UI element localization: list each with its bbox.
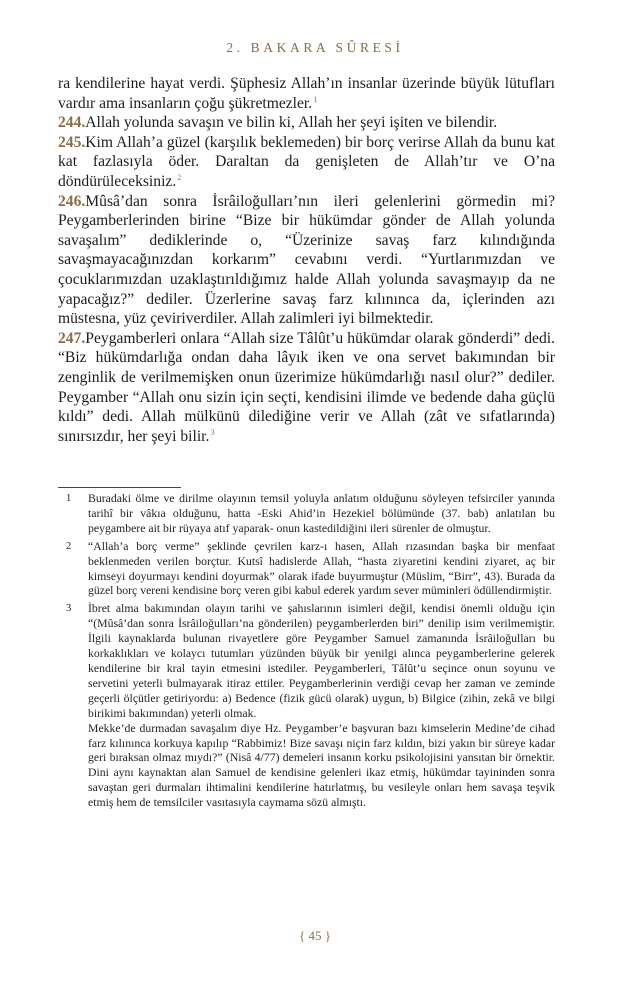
verse-number: 245. (58, 133, 86, 151)
footnote-text: “Allah’a borç verme” şeklinde çevrilen karz-ı hasen, Allah rızasından başka bir menfaat beklenmeden verilen borçtur. Kutsî hadislerde Allah, “hasta ziyaretini kendini ziyaret, aç bir kimseyi doyurmayı kendini doyurmak” olarak ifade buyurmuştur (Müslim, “Birr”, 43). Burada da güzel borç vereni kendisine borç veren gibi kabul ederek yardım sever müminleri ödüllendirmiştir. (88, 539, 555, 598)
footnote-rule (58, 487, 181, 488)
footnote-number: 1 (66, 493, 72, 504)
page-footer (0, 928, 630, 944)
verse-number: 247. (58, 329, 86, 347)
page-number: 45 (308, 928, 322, 943)
ornament-left-icon: { (299, 928, 306, 943)
footnote (58, 540, 555, 600)
verse-paragraph (58, 113, 555, 133)
footnote-text: İbret alma bakımından olayın tarihi ve şahıslarının isimleri değil, kendisi önemli olduğu için “(Mûsâ’dan sonra İsrâiloğulları’na gönderilen) peygamberlerden biri” denilip isim verilmemiştir. İlgili kaynaklarda bulunan rivayetlere göre Peygamber Samuel zamanında İsrâiloğulları bu korkaklıkları ve kolaycı tutumları yüzünden büyük bir yenilgi alınca peygamberlerine gelerek kendilerine bir kral tayin etmesini istediler. Peygamberleri, Tâlût’u seçince onun soyunu ve servetini yeterli bulmayarak itiraz ettiler. Peygamberlerinin verdiği cevap her zaman ve zeminde geçerli ölçütler getiriyordu: a) Bedence (fizik gücü olarak) uygun, b) Bilgice (zihin, zekâ ve bilgi birikimi bakımından) yeterli olmak. (88, 602, 555, 720)
footnote (58, 492, 555, 537)
verse-paragraph (58, 74, 555, 113)
verse-text: Peygamberleri onlara “Allah size Tâlût’u hükümdar olarak gönderdi” dedi. “Biz hükümdarlığa ondan daha lâyık iken ve ona servet bakımından bir zenginlik de verilmemişken onun üzerimize hükümdarlığı nasıl olur?” dediler. Peygamber “Allah onu sizin için seçti, kendisini ilimde ve bedende daha güçlü kıldı” dedi. Allah mülkünü dilediğine verir ve Allah (zât ve sıfatlarında) sınırsızdır, her şeyi bilir. (58, 329, 555, 445)
footnote-reference[interactable]: 2 (177, 171, 182, 182)
verse-number: 246. (58, 192, 86, 210)
verse-text: Mûsâ’dan sonra İsrâiloğulları’nın ileri gelenlerini görmedin mi? Peygamberlerinden birine “Bize bir hükümdar gönder de Allah yolunda savaşalım” dediklerinde o, “Üzerinize savaş farz kılındığında savaşmayacağınızdan korkarım” cevabını verdi. “Yurtlarımızdan ve çocuklarımızdan uzaklaştırıldığımız halde Allah yolunda savaşmayıp da ne yapacağız?” dediler. Üzerlerine savaş farz kılınınca da, içlerinden azı müstesna, yüz çeviriverdiler. Allah zalimleri iyi bilmektedir. (58, 192, 555, 328)
footnote-text: Buradaki ölme ve dirilme olayının temsil yoluyla anlatım olduğunu söyleyen tefsirciler yanında tarihî bir vâkıa olduğunu, hatta -Eski Ahid’in Hezekiel bölümünde (37. bab) anlatılan bu peygambere ait bir rüyaya atıf yaparak- onun kastedildiğini ileri sürenler de olmuştur. (88, 492, 555, 535)
verse-text: ra kendilerine hayat verdi. Şüphesiz Allah’ın insanlar üzerinde büyük lütufları vardır ama insanların çoğu şükretmezler. (58, 75, 555, 112)
verse-paragraph (58, 329, 555, 447)
main-text (58, 74, 555, 446)
ornament-right-icon: } (324, 928, 331, 943)
footnote-number: 2 (66, 540, 72, 552)
footnote-text: Mekke’de durmadan savaşalım diye Hz. Peygamber’e başvuran bazı kimselerin Medine’de cihad farz kılınınca korkuya kapılıp “Rabbimiz! Bize savaşı niçin farz kıldın, bizi yakın bir süreye kadar geri bıraksan olmaz mıydı?” (Nisâ 4/77) demeleri insanın korku psikolojisini yansıtan bir örnektir. Dini aynı kaynaktan alan Samuel de kendisine gelenleri ikaz etmiş, hükümdar tayininden sonra savaştan geri durmaları ihtimalini kendilerine hatırlatmış, bu vesileyle onları hem savaşa teşvik etmiş hem de temsilciler vasıtasıyla caymama sözü almıştı. (88, 721, 555, 810)
footnote (58, 602, 555, 811)
running-title: 2. BAKARA SÛRESİ (226, 40, 404, 55)
verse-text: Allah yolunda savaşın ve bilin ki, Allah her şeyi işiten ve bilendir. (85, 114, 498, 132)
footnotes (58, 492, 555, 814)
verse-text: Kim Allah’a güzel (karşılık beklemeden) bir borç verirse Allah da bunu kat kat fazlasıyla öder. Daraltan da genişleten de Allah’tır ve O’na döndürüleceksiniz. (58, 133, 555, 190)
verse-number: 244. (58, 114, 86, 132)
footnote-reference[interactable]: 1 (313, 93, 318, 104)
verse-paragraph (58, 192, 555, 329)
verse-paragraph (58, 133, 555, 192)
footnote-number: 3 (66, 603, 72, 615)
footnote-reference[interactable]: 3 (210, 426, 215, 437)
